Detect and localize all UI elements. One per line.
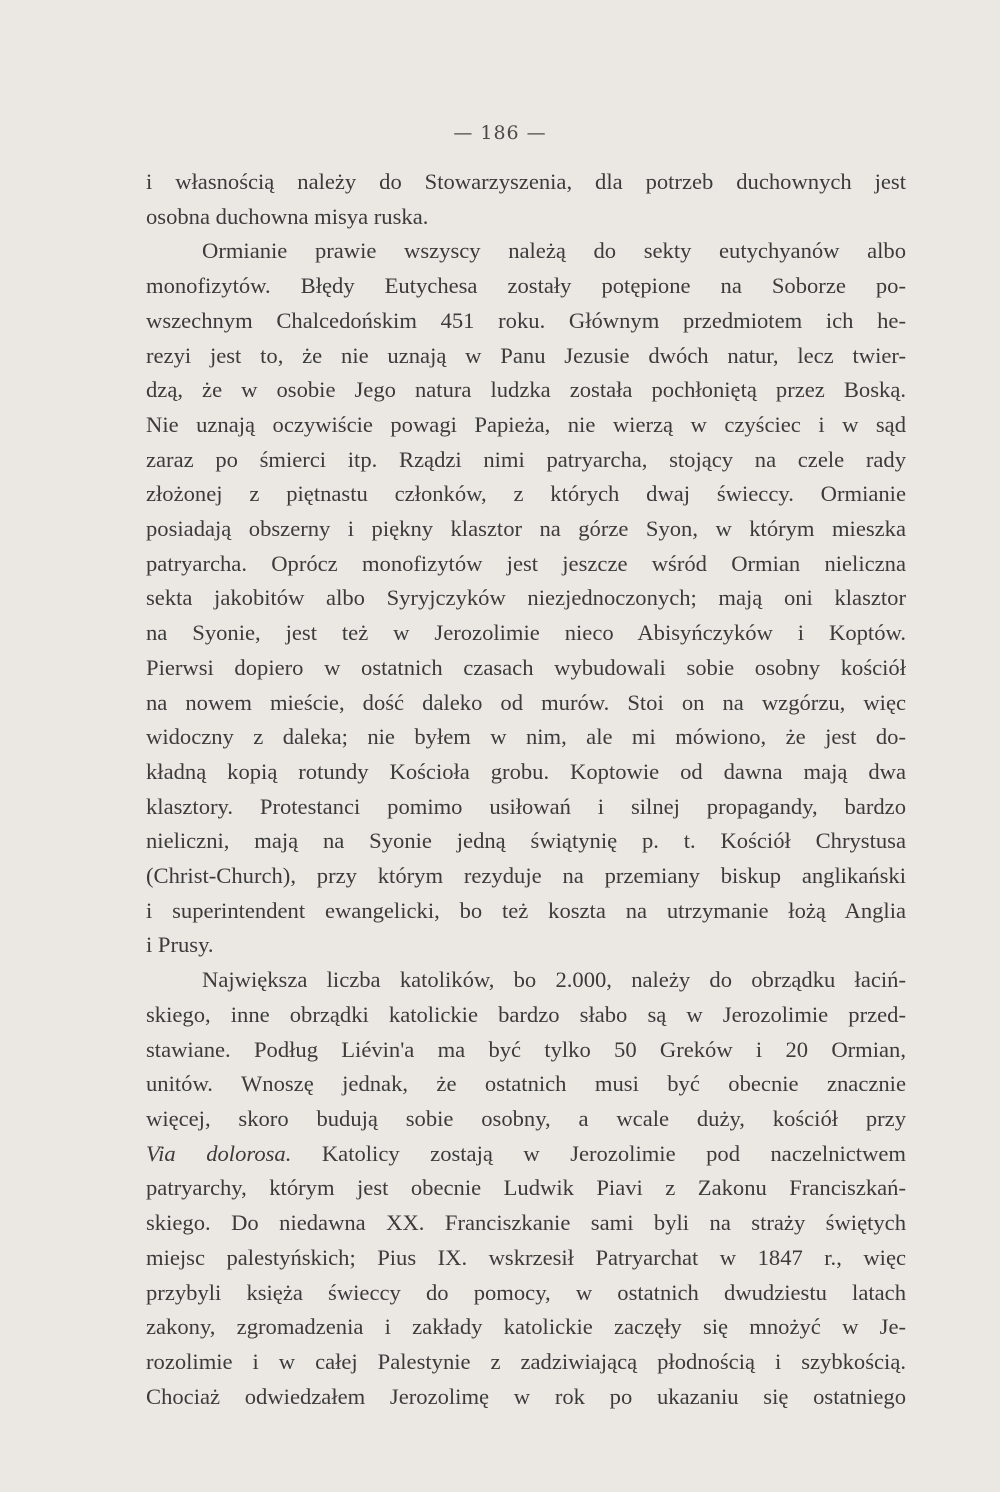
text-line: widoczny z daleka; nie byłem w nim, ale mi mówiono, że jest do-	[146, 724, 906, 750]
text-line: Największa liczba katolików, bo 2.000, należy do obrządku łaciń-	[202, 967, 906, 993]
text-line: klasztory. Protestanci pomimo usiłowań i silnej propagandy, bardzo	[146, 793, 906, 819]
text-span: Katolicy zostają w Jerozolimie pod naczelnictwem	[291, 1140, 906, 1166]
paragraph-2	[146, 234, 906, 963]
text-line: osobna duchowna misya ruska.	[146, 203, 429, 229]
text-line: na Syonie, jest też w Jerozolimie nieco Abisyńczyków i Koptów.	[146, 620, 906, 646]
page-number: — 186 —	[453, 122, 547, 144]
text-line: dzą, że w osobie Jego natura ludzka została pochłoniętą przez Boską.	[146, 377, 906, 403]
text-line: i superintendent ewangelicki, bo też koszta na utrzymanie łożą Anglia	[146, 897, 906, 923]
text-line: i własnością należy do Stowarzyszenia, dla potrzeb duchownych jest	[146, 169, 906, 194]
text-line: i Prusy.	[146, 932, 214, 958]
text-line: wszechnym Chalcedońskim 451 roku. Głównym przedmiotem ich he-	[146, 307, 906, 333]
italic-phrase: Via dolorosa.	[146, 1140, 292, 1166]
body-text	[146, 165, 906, 1414]
text-line: Chociaż odwiedzałem Jerozolimę w rok po ukazaniu się ostatniego	[146, 1383, 906, 1409]
text-line: (Christ-Church), przy którym rezyduje na przemiany biskup anglikański	[146, 863, 906, 889]
text-line: przybyli księża świeccy do pomocy, w ostatnich dwudziestu latach	[146, 1279, 906, 1305]
text-line: posiadają obszerny i piękny klasztor na górze Syon, w którym mieszka	[146, 516, 906, 542]
text-line: rezyi jest to, że nie uznają w Panu Jezusie dwóch natur, lecz twier-	[146, 342, 906, 368]
text-line: kładną kopią rotundy Kościoła grobu. Koptowie od dawna mają dwa	[146, 758, 906, 784]
text-line: stawiane. Podług Liévin'a ma być tylko 50 Greków i 20 Ormian,	[146, 1036, 906, 1062]
text-line: więcej, skoro budują sobie osobny, a wcale duży, kościół przy	[146, 1105, 906, 1131]
text-line: miejsc palestyńskich; Pius IX. wskrzesił Patryarchat w 1847 r., więc	[146, 1244, 906, 1270]
text-line: nieliczni, mają na Syonie jedną świątynię p. t. Kościół Chrystusa	[146, 828, 906, 854]
text-line: monofizytów. Błędy Eutychesa zostały potępione na Soborze po-	[146, 273, 906, 299]
text-line: zaraz po śmierci itp. Rządzi nimi patryarcha, stojący na czele rady	[146, 446, 906, 472]
text-line: na nowem mieście, dość daleko od murów. Stoi on na wzgórzu, więc	[146, 689, 906, 715]
paragraph-1	[146, 165, 906, 234]
text-line: złożonej z piętnastu członków, z których dwaj świeccy. Ormianie	[146, 481, 906, 507]
text-line: Nie uznają oczywiście powagi Papieża, nie wierzą w czyściec i w sąd	[146, 411, 906, 437]
text-line: patryarchy, którym jest obecnie Ludwik Piavi z Zakonu Franciszkań-	[146, 1175, 906, 1201]
text-line: Ormianie prawie wszyscy należą do sekty eutychyanów albo	[202, 238, 906, 264]
text-line: unitów. Wnoszę jednak, że ostatnich musi być obecnie znacznie	[146, 1071, 906, 1097]
text-line: sekta jakobitów albo Syryjczyków niezjednoczonych; mają oni klasztor	[146, 585, 906, 611]
text-line: skiego. Do niedawna XX. Franciszkanie sami byli na straży świętych	[146, 1210, 906, 1236]
paragraph-3	[146, 963, 906, 1414]
text-line: skiego, inne obrządki katolickie bardzo słabo są w Jerozolimie przed-	[146, 1001, 906, 1027]
text-line: rozolimie i w całej Palestynie z zadziwiającą płodnością i szybkością.	[146, 1348, 906, 1374]
text-line: Pierwsi dopiero w ostatnich czasach wybudowali sobie osobny kościół	[146, 654, 906, 680]
text-line: patryarcha. Oprócz monofizytów jest jeszcze wśród Ormian nieliczna	[146, 550, 906, 576]
text-line-with-italic	[146, 1137, 906, 1172]
text-line: zakony, zgromadzenia i zakłady katolickie zaczęły się mnożyć w Je-	[146, 1314, 906, 1340]
